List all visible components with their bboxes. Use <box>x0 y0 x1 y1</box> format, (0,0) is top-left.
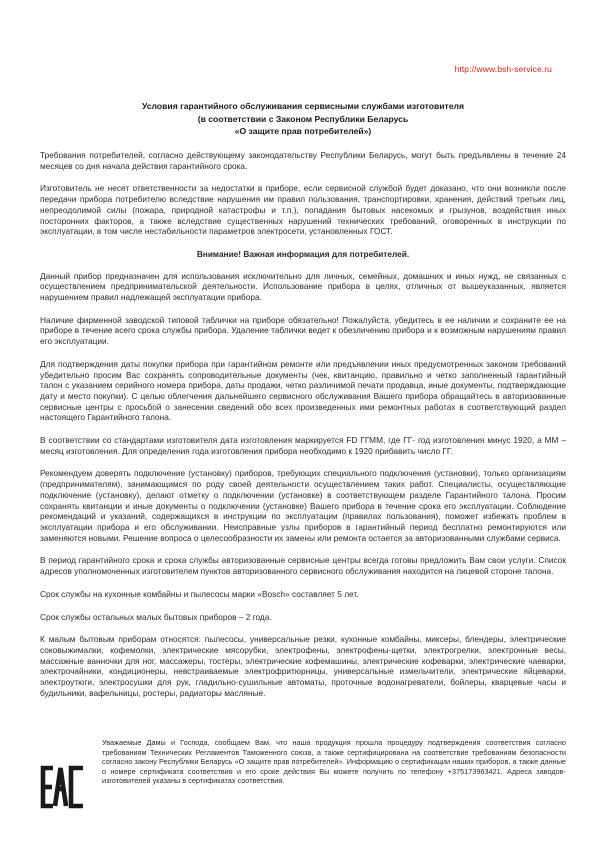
paragraph-service-centers: В период гарантийного срока и срока службы авторизованные сервисные центры всегда готовы предложить Вам свои услуги. Список адресов уполномоченных изготовителем пунктов авторизованного сервисного обслуживания находится на лицевой стороне талона. <box>40 555 566 577</box>
website-url[interactable]: http://www.bsh-service.ru <box>454 64 552 74</box>
paragraph-type-plate: Наличие фирменной заводской типовой таблички на приборе обязательно! Пожалуйста, убедитесь в ее наличии и сохраните ее на приборе в течение всего срока службы прибора. Удаление таблички ведет к обезличению прибора и к возможным нарушениям правил его эксплуатации. <box>40 314 566 347</box>
paragraph-service-life-small: Срок службы остальных малых бытовых приборов – 2 года. <box>40 611 272 622</box>
paragraph-installation: Рекомендуем доверять подключение (установку) приборов, требующих специального подключения (установки), только организациям (предпринимателям), занимающимся по роду своей деятельности осуществлением таких работ. Специалисты, осуществляющие подключение (установку), делают отметку о подключении (установке) в соответствующем разделе Гарантийного талона. Просим сохранять квитанции и иные документы о подключении (установке) Вашего прибора в течение срока его эксплуатации. Соблюдение рекомендаций и указаний, содержащихся в инструкции по эксплуатации (правилах пользования), поможет избежать проблем в эксплуатации прибора и его обслуживании. Неисправные узлы приборов в гарантийный период бесплатно ремонтируются или заменяются новыми. Решение вопроса о целесообразности их замены или ремонта остается за авторизованными службами сервиса. <box>40 468 566 543</box>
page-title <box>0 100 606 138</box>
warranty-body <box>40 150 566 710</box>
certification-section <box>40 738 566 812</box>
title-line-3: «О защите прав потребителей») <box>234 126 372 136</box>
title-line-2: (в соответствии с Законом Республики Беларусь <box>197 113 409 124</box>
paragraph-manufacture-date: В соответствии со стандартами изготовителя дата изготовления маркируется FD ГГММ, где ГГ- год изготовления минус 1920, а ММ – месяц изготовления. Для определения года изготовления прибора необходимо к 1920 прибавить число ГГ. <box>40 435 566 456</box>
title-line-1: Условия гарантийного обслуживания сервисными службами изготовителя <box>141 101 465 111</box>
certification-text: Уважаемые Дамы и Господа, сообщаем Вам, что наша продукция прошла процедуру подтверждения соответствия согласно требованиям Технических Регламентов Таможенного союза, а также сертифицирована на соответствие требованиям безопасности согласно закону Республики Беларусь «О защите прав потребителей». Информацию о сертификации наших приборов, а также данные о номере сертификата соответствия и его сроке действия Вы можете получить по телефону +375173963421. Адреса заводов-изготовителей указаны в сертификатах соответствия. <box>102 738 566 786</box>
important-notice-heading: Внимание! Важная информация для потребителей. <box>196 248 410 259</box>
eac-mark-icon <box>40 762 86 812</box>
paragraph-service-life-kitchen: Срок службы на кухонные комбайны и пылесосы марки «Bosch» составляет 5 лет. <box>40 588 359 599</box>
paragraph-purchase-proof: Для подтверждения даты покупки прибора при гарантийном ремонте или предъявлении иных предусмотренных законом требований убедительно просим Вас сохранять сопроводительные документы (чек, квитанцию, правильно и четко заполненный гарантийный талон с указанием серийного номера прибора, даты продажи, четко различимой печати продавца, иные документы, подтверждающие дату и место покупки). С целью облегчения дальнейшего сервисного обслуживания Вашего прибора обращайтесь в авторизованные сервисные центры с просьбой о занесении сведений обо всех произведенных ими ремонтных работах в соответствующий раздел настоящего Гарантийного талона. <box>40 358 566 423</box>
paragraph-intended-use: Данный прибор предназначен для использования исключительно для личных, семейных, домашних и иных нужд, не связанных с осуществлением предпринимательской деятельности. Использование прибора в целях, отличных от вышеуказанных, является нарушением правил надлежащей эксплуатации прибора. <box>40 270 566 303</box>
paragraph-small-appliances-list: К малым бытовым приборам относятся: пылесосы, универсальные резки, кухонные комбайны, миксеры, блендеры, электрические соковыжималки, кофемолки, электрические мясорубки, электрофены, электрофены-щетки, электрогрелки, электронные весы, массажные ванночки для ног, массажеры, тостеры, электрические кофемашины, электрические кофеварки, электрические чаеварки, электрочайники, кондиционеры, невстраиваемые электрофритюрницы, универсальные измельчители, электрические яйцеварки, электроутюги, электросушки для рук, гладильно-сушильные автоматы, проточные водонагреватели, бойлеры, кварцевые часы и будильники, вафельницы, ростеры, радиаторы масляные. <box>40 634 566 698</box>
paragraph-claims-period: Требования потребителей, согласно действующему законодательству Республики Беларусь, могут быть предъявлены в течение 24 месяцев со дня начала действия гарантийного срока. <box>40 150 566 171</box>
paragraph-liability: Изготовитель не несет ответственности за недостатки в приборе, если сервисной службой будет доказано, что они возникли после передачи прибора потребителю вследствие нарушения им правил пользования, транспортировки, хранения, действий третьих лиц, непреодолимой силы (пожара, природной катастрофы и т.п.), попадания бытовых насекомых и грызунов, воздействия иных посторонних факторов, а также вследствие существенных нарушений технических требований, оговоренных в инструкции по эксплуатации, в том числе нестабильности параметров электросети, установленных ГОСТ. <box>40 183 566 237</box>
